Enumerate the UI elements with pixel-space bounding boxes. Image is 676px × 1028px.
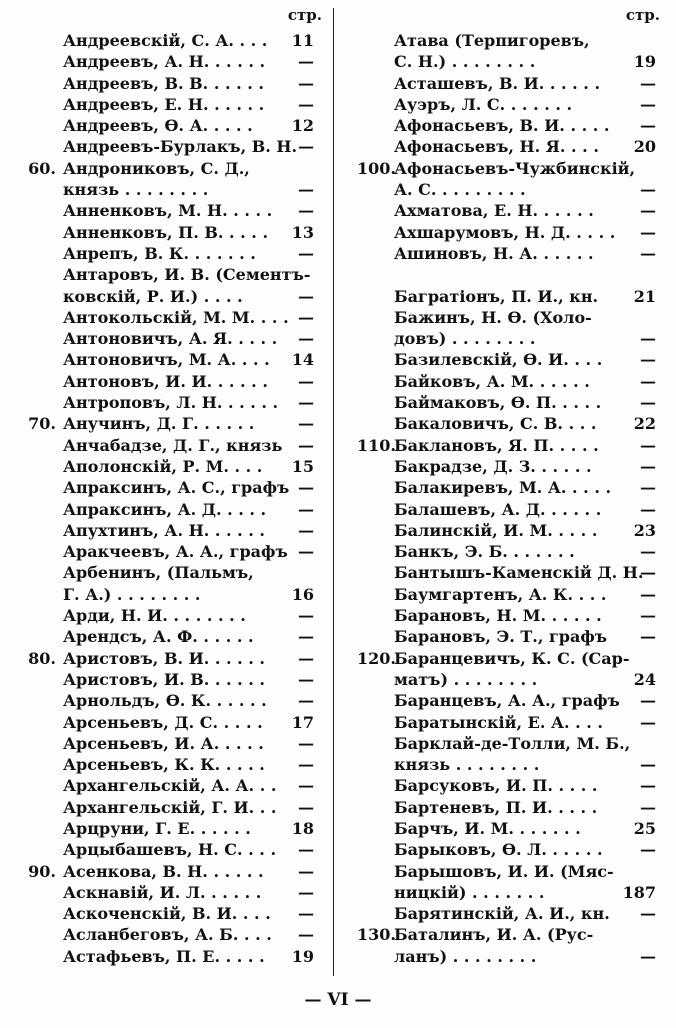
entry-name: Арбенинъ, (Пальмъ, [63, 563, 254, 583]
index-entry [338, 413, 668, 434]
index-entry [338, 264, 668, 285]
index-entry [338, 136, 668, 157]
entry-name: Аполонскій, Р. М. . . . [63, 456, 263, 476]
index-entry [338, 499, 668, 520]
entry-page: — [640, 393, 656, 413]
index-entry [338, 669, 668, 690]
index-entry [0, 179, 330, 200]
entry-number: 80. [28, 648, 56, 668]
index-entry [0, 861, 330, 882]
entry-page: — [640, 542, 656, 562]
index-entry [338, 797, 668, 818]
entry-page: — [640, 904, 656, 924]
entry-page: — [298, 201, 314, 221]
index-entry [0, 605, 330, 626]
entry-number: 70. [28, 414, 56, 434]
index-entry [0, 733, 330, 754]
entry-number: 90. [28, 861, 56, 881]
page-column-header-right: стр. [625, 6, 660, 24]
entry-name: матъ) . . . . . . . . [394, 669, 538, 689]
index-entry [338, 286, 668, 307]
index-entry [0, 158, 330, 179]
entry-name: Баумгартенъ, А. К. . . . [394, 584, 607, 604]
entry-page: 18 [291, 818, 314, 838]
entry-name: Анучинъ, Д. Г. . . . . . [63, 414, 255, 434]
entry-name: Бантышъ-Каменскій Д. Н. [394, 563, 644, 583]
entry-name: Банкъ, Э. Б. . . . . . . [394, 542, 575, 562]
entry-page: — [640, 456, 656, 476]
index-entry [338, 775, 668, 796]
index-entry [0, 903, 330, 924]
index-entry [0, 712, 330, 733]
index-entry [338, 30, 668, 51]
entry-name: Апраксинъ, А. Д. . . . . [63, 499, 267, 519]
index-entry [338, 861, 668, 882]
entry-page: — [298, 691, 314, 711]
entry-name: Аракчеевъ, А. А., графъ [63, 542, 288, 562]
index-entry [338, 200, 668, 221]
index-entry [0, 328, 330, 349]
entry-name: Аристовъ, В. И. . . . . . [63, 648, 265, 668]
entry-page: — [640, 499, 656, 519]
entry-name: Арцруни, Г. Е. . . . . . [63, 818, 251, 838]
index-entry [0, 818, 330, 839]
entry-name: Барсуковъ, И. П. . . . . [394, 776, 598, 796]
index-entry [338, 94, 668, 115]
entry-page: — [298, 882, 314, 902]
index-entry [0, 882, 330, 903]
index-entry [0, 499, 330, 520]
entry-page: — [298, 755, 314, 775]
entry-name: Антокольскій, М. М. . . . [63, 307, 289, 327]
index-entry [338, 435, 668, 456]
entry-name: Архангельскій, А. А. . . [63, 776, 277, 796]
entry-name: князь . . . . . . . . [63, 180, 209, 200]
entry-name: Барклай-де-Толли, М. Б., [394, 733, 631, 753]
entry-page: — [298, 371, 314, 391]
entry-page: 20 [633, 137, 656, 157]
entry-page: 19 [291, 946, 314, 966]
entry-page: 22 [633, 414, 656, 434]
entry-name: Бажинъ, Н. Ѳ. (Холо- [394, 307, 592, 327]
entry-name: Андреевъ-Бурлакъ, В. Н. [63, 137, 298, 157]
index-entry [0, 30, 330, 51]
entry-page: 13 [291, 222, 314, 242]
entry-page: — [640, 691, 656, 711]
entry-page: — [298, 797, 314, 817]
entry-page: — [640, 371, 656, 391]
entry-name: Андреевъ, В. В. . . . . . [63, 73, 264, 93]
index-entry [0, 73, 330, 94]
index-entry [0, 946, 330, 967]
index-entry [0, 136, 330, 157]
index-entry [0, 307, 330, 328]
entry-name: Андреевъ, Е. Н. . . . . . [63, 94, 265, 114]
entry-number: 120. [357, 648, 396, 668]
entry-name: Астафьевъ, П. Е. . . . . [63, 946, 265, 966]
entry-name: Аскнавій, И. Л. . . . . . [63, 882, 262, 902]
entry-name: Аристовъ, И. В. . . . . . [63, 669, 265, 689]
entry-page: — [298, 776, 314, 796]
index-entry [338, 371, 668, 392]
entry-name: Баклановъ, Я. П. . . . . [394, 435, 599, 455]
entry-page: 11 [291, 31, 314, 50]
entry-name: Апраксинъ, А. С., графъ [63, 478, 290, 498]
index-entry [338, 73, 668, 94]
index-entry [338, 712, 668, 733]
entry-name: Арнольдъ, Ѳ. К. . . . . . [63, 691, 267, 711]
entry-page: — [640, 584, 656, 604]
entry-page: — [298, 861, 314, 881]
entry-name: А. С. . . . . . . . . [394, 180, 526, 200]
entry-name: Антаровъ, И. В. (Сементъ- [63, 265, 311, 285]
entry-page: 12 [291, 116, 314, 136]
entry-name: Антроповъ, Л. Н. . . . . . [63, 393, 279, 413]
entry-name: Баранцевъ, А. А., графъ [394, 691, 620, 711]
entry-name: довъ) . . . . . . . . [394, 329, 536, 349]
entry-page: — [298, 520, 314, 540]
entry-page: 24 [633, 669, 656, 689]
entry-page: — [640, 180, 656, 200]
entry-name: Барыковъ, Ѳ. Л. . . . . . [394, 840, 603, 860]
index-entry [338, 520, 668, 541]
entry-page: 19 [633, 52, 656, 72]
index-entry [0, 413, 330, 434]
entry-page: — [640, 350, 656, 370]
entry-page: — [298, 840, 314, 860]
entry-name: Анчабадзе, Д. Г., князь [63, 435, 283, 455]
entry-name: Антоновичъ, А. Я. . . . . [63, 329, 278, 349]
index-entry [338, 648, 668, 669]
entry-name: Базилевскій, Ѳ. И. . . . [394, 350, 603, 370]
index-entry [0, 392, 330, 413]
entry-name: С. Н.) . . . . . . . . [394, 52, 536, 72]
entry-number: 60. [28, 158, 56, 178]
index-entry [338, 882, 668, 903]
entry-page: — [298, 52, 314, 72]
index-entry [338, 626, 668, 647]
index-entry [0, 115, 330, 136]
entry-page: — [298, 925, 314, 945]
entry-name: Балашевъ, А. Д. . . . . . [394, 499, 602, 519]
entry-page: — [640, 563, 656, 583]
entry-name: ницкій) . . . . . . . [394, 882, 545, 902]
entry-page: — [298, 733, 314, 753]
index-entry [0, 51, 330, 72]
entry-name: Атава (Терпигоревъ, [394, 31, 590, 50]
entry-name: Ауэръ, Л. С. . . . . . . [394, 94, 573, 114]
index-entry [338, 179, 668, 200]
index-entry [0, 456, 330, 477]
entry-page: — [640, 478, 656, 498]
entry-page: — [298, 286, 314, 306]
entry-name: Афонасьевъ-Чужбинскій, [394, 158, 636, 178]
index-entry [338, 754, 668, 775]
index-entry [338, 392, 668, 413]
entry-page: — [298, 435, 314, 455]
entry-name: Апухтинъ, А. Н. . . . . . [63, 520, 265, 540]
entry-page: — [298, 307, 314, 327]
entry-page: — [298, 478, 314, 498]
index-entry [338, 839, 668, 860]
entry-page: — [298, 243, 314, 263]
index-entry [0, 264, 330, 285]
entry-name: Арсеньевъ, Д. С. . . . . [63, 712, 263, 732]
entry-number: 100. [357, 158, 396, 178]
entry-page: — [298, 904, 314, 924]
index-entry [0, 477, 330, 498]
entry-name: Барятинскій, А. И., кн. [394, 904, 610, 924]
entry-name: Баратынскій, Е. А. . . . [394, 712, 603, 732]
entry-page: 17 [291, 712, 314, 732]
entry-page: — [298, 627, 314, 647]
index-entry [338, 158, 668, 179]
entry-name: Асланбеговъ, А. Б. . . . [63, 925, 272, 945]
index-entry [338, 541, 668, 562]
index-entry [338, 924, 668, 945]
entry-name: Анрепъ, В. К. . . . . . . [63, 243, 256, 263]
index-entry [0, 541, 330, 562]
entry-name: Арсеньевъ, К. К. . . . . [63, 755, 265, 775]
entry-name: Асташевъ, В. И. . . . . . [394, 73, 601, 93]
index-entry [338, 690, 668, 711]
entry-name: Балинскій, И. М. . . . . [394, 520, 598, 540]
entry-page: — [298, 137, 314, 157]
entry-page: — [640, 329, 656, 349]
entry-name: Ахшарумовъ, Н. Д. . . . . [394, 222, 616, 242]
entry-name: Анненковъ, М. Н. . . . . [63, 201, 273, 221]
entry-page: — [640, 946, 656, 966]
index-entry [338, 818, 668, 839]
index-entry [338, 349, 668, 370]
entry-name: Баталинъ, И. А. (Рус- [394, 925, 594, 945]
entry-number: 110. [357, 435, 396, 455]
entry-page: 14 [291, 350, 314, 370]
entry-name: Бартеневъ, П. И. . . . . [394, 797, 598, 817]
entry-page: — [640, 73, 656, 93]
entry-name: Анненковъ, П. В. . . . . [63, 222, 269, 242]
entry-name: Аскоченскій, В. И. . . . [63, 904, 271, 924]
entry-page: — [298, 669, 314, 689]
entry-page: — [298, 180, 314, 200]
entry-page: — [640, 435, 656, 455]
index-entry [0, 584, 330, 605]
entry-name: Барановъ, Э. Т., графъ [394, 627, 608, 647]
entry-page: — [640, 840, 656, 860]
entry-name: Антоновичъ, М. А. . . . [63, 350, 270, 370]
index-entry [0, 669, 330, 690]
entry-page: — [298, 94, 314, 114]
index-entry [0, 754, 330, 775]
entry-page: — [298, 499, 314, 519]
entry-name: Андрониковъ, С. Д., [63, 158, 250, 178]
index-entry [338, 584, 668, 605]
index-entry [0, 520, 330, 541]
index-entry [338, 222, 668, 243]
page-column-header-left: стр. [287, 6, 322, 24]
index-entry [338, 946, 668, 967]
index-entry [0, 626, 330, 647]
index-entry [338, 328, 668, 349]
entry-page: 23 [633, 520, 656, 540]
index-entry [338, 903, 668, 924]
entry-name: Багратіонъ, П. И., кн. [394, 286, 599, 306]
entry-page: — [298, 73, 314, 93]
index-entry [338, 51, 668, 72]
entry-page: — [640, 243, 656, 263]
entry-name: Андреевскій, С. А. . . . [63, 31, 268, 50]
entry-name: Арсеньевъ, И. А. . . . . [63, 733, 264, 753]
index-entry [0, 200, 330, 221]
entry-page: 21 [633, 286, 656, 306]
entry-name: Арендсъ, А. Ф. . . . . . [63, 627, 254, 647]
index-entry [338, 477, 668, 498]
index-entry [0, 94, 330, 115]
index-entry [338, 605, 668, 626]
index-entry [0, 690, 330, 711]
entry-number: 130. [357, 925, 396, 945]
entry-page: — [640, 712, 656, 732]
index-entry [0, 839, 330, 860]
entry-page: — [298, 606, 314, 626]
entry-name: Баранцевичъ, К. С. (Сар- [394, 648, 630, 668]
index-entry [0, 435, 330, 456]
entry-name: Байковъ, А. М. . . . . . [394, 371, 590, 391]
entry-name: Баймаковъ, Ѳ. П. . . . . [394, 393, 602, 413]
entry-name: Архангельскій, Г. И. . . [63, 797, 277, 817]
index-entry [0, 371, 330, 392]
entry-page: — [640, 222, 656, 242]
entry-name: Г. А.) . . . . . . . . [63, 584, 201, 604]
index-entry [338, 562, 668, 583]
entry-page: — [640, 94, 656, 114]
entry-page: — [640, 755, 656, 775]
entry-page: — [640, 776, 656, 796]
entry-page: — [298, 414, 314, 434]
entry-page: — [640, 116, 656, 136]
entry-page: 16 [291, 584, 314, 604]
entry-name: Афонасьевъ, В. И. . . . . [394, 116, 610, 136]
entry-page: 15 [291, 456, 314, 476]
entry-name: Андреевъ, Ѳ. А. . . . . [63, 116, 253, 136]
index-entry [0, 775, 330, 796]
entry-page: 187 [622, 882, 656, 902]
index-entry [0, 797, 330, 818]
entry-page: — [640, 797, 656, 817]
entry-name: Афонасьевъ, Н. Я. . . . [394, 137, 599, 157]
entry-name: Асенкова, В. Н. . . . . . [63, 861, 264, 881]
entry-name: Барчъ, И. М. . . . . . . [394, 818, 581, 838]
index-entry [0, 243, 330, 264]
entry-name: Ахматова, Е. Н. . . . . . [394, 201, 594, 221]
entry-name: ланъ) . . . . . . . . [394, 946, 537, 966]
entry-name: Андреевъ, А. Н. . . . . . [63, 52, 266, 72]
entry-name: князь . . . . . . . . [394, 755, 540, 775]
index-entry [338, 115, 668, 136]
index-entry [338, 307, 668, 328]
index-entry [0, 562, 330, 583]
entry-page: — [640, 606, 656, 626]
entry-name: ковскій, Р. И.) . . . . [63, 286, 243, 306]
index-entry [338, 243, 668, 264]
entry-page: — [298, 648, 314, 668]
entry-name: Антоновъ, И. И. . . . . . [63, 371, 268, 391]
entry-name: Балакиревъ, М. А. . . . . [394, 478, 612, 498]
index-entry [0, 924, 330, 945]
entry-name: Барановъ, Н. М. . . . . . [394, 606, 602, 626]
entry-name: Арцыбашевъ, Н. С. . . . [63, 840, 277, 860]
entry-page: — [298, 329, 314, 349]
index-entry [338, 733, 668, 754]
left-column [0, 6, 330, 967]
entry-name: Бакаловичъ, С. В. . . . [394, 414, 597, 434]
right-column [338, 6, 668, 967]
entry-page: — [640, 627, 656, 647]
index-entry [0, 286, 330, 307]
column-divider [333, 8, 334, 976]
index-entry [338, 456, 668, 477]
index-entry [0, 349, 330, 370]
entry-name: Барышовъ, И. И. (Мяс- [394, 861, 614, 881]
page-number-footer: — VI — [304, 990, 372, 1010]
entry-page: — [298, 542, 314, 562]
entry-page: — [640, 201, 656, 221]
entry-name: Бакрадзе, Д. З. . . . . . [394, 456, 592, 476]
entry-name: Ашиновъ, Н. А. . . . . . [394, 243, 594, 263]
index-entry [0, 648, 330, 669]
entry-page: — [298, 393, 314, 413]
entry-page: 25 [633, 818, 656, 838]
entry-name: Арди, Н. И. . . . . . . . [63, 606, 246, 626]
index-entry [0, 222, 330, 243]
